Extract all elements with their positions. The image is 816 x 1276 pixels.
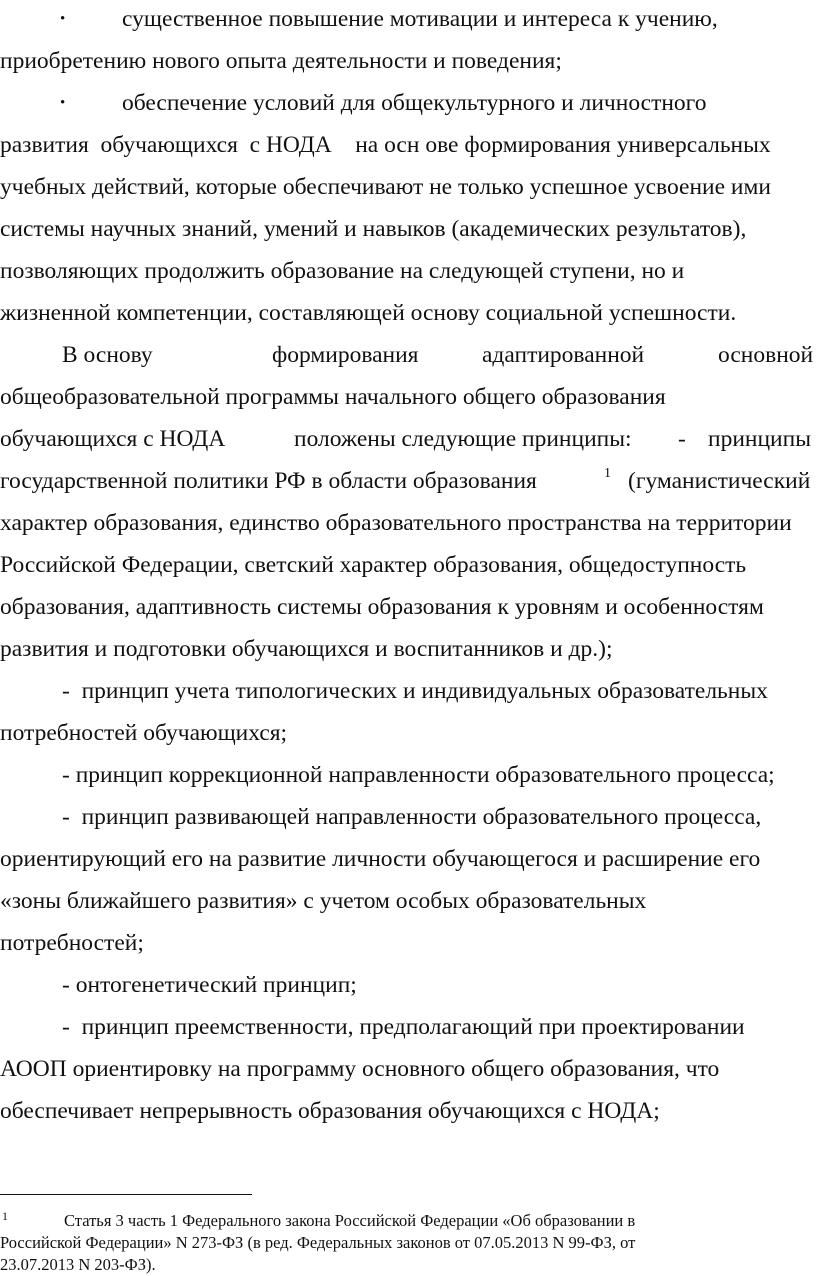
- bullet-marker: •: [60, 11, 66, 27]
- text-line: общеобразовательной программы начального общего образования: [0, 384, 666, 410]
- text-line: адаптированной: [482, 342, 645, 368]
- text-line: существенное повышение мотивации и интереса к учению,: [122, 6, 718, 32]
- footnote-number: 1: [2, 1209, 8, 1223]
- text-line: развития обучающихся с НОДА на осн ове формирования универсальных: [0, 132, 771, 158]
- text-line: - принцип преемственности, предполагающий при проектировании: [62, 1014, 745, 1040]
- text-line: ориентирующий его на развитие личности обучающегося и расширение его: [0, 846, 761, 872]
- text-line: образования, адаптивность системы образования к уровням и особенностям: [0, 594, 764, 620]
- text-line: обеспечение условий для общекультурного и личностного: [122, 90, 707, 116]
- text-line: основной: [718, 342, 814, 368]
- text-line: (гуманистический: [628, 468, 811, 494]
- text-line: формирования: [272, 342, 419, 368]
- footnote-line: Российской Федерации» N 273-ФЗ (в ред. Федеральных законов от 07.05.2013 N 99-ФЗ, от: [0, 1233, 636, 1252]
- text-line: потребностей;: [0, 930, 144, 956]
- text-line: приобретению нового опыта деятельности и поведения;: [0, 48, 562, 74]
- footnote-line: 23.07.2013 N 203-ФЗ).: [0, 1255, 156, 1274]
- text-line: -: [678, 426, 686, 452]
- text-line: учебных действий, которые обеспечивают не только успешное усвоение ими: [0, 174, 771, 200]
- text-line: Российской Федерации, светский характер образования, общедоступность: [0, 552, 747, 578]
- text-line: позволяющих продолжить образование на следующей ступени, но и: [0, 258, 685, 284]
- text-line: - принцип учета типологических и индивидуальных образовательных: [62, 678, 768, 704]
- text-line: принципы: [708, 426, 811, 452]
- footnote-reference[interactable]: 1: [604, 466, 611, 481]
- text-line: - онтогенетический принцип;: [62, 972, 357, 998]
- text-line: - принцип развивающей направленности образовательного процесса,: [62, 804, 762, 830]
- text-line: «зоны ближайшего развития» с учетом особых образовательных: [0, 888, 647, 914]
- text-line: обучающихся с НОДА: [0, 426, 226, 452]
- footnote-line: Статья 3 часть 1 Федерального закона Российской Федерации «Об образовании в: [64, 1211, 636, 1230]
- text-line: характер образования, единство образовательного пространства на территории: [0, 510, 792, 536]
- text-line: В основу: [62, 342, 153, 368]
- text-line: потребностей обучающихся;: [0, 720, 288, 746]
- text-line: АООП ориентировку на программу основного общего образования, что: [0, 1056, 720, 1082]
- bullet-marker: •: [60, 95, 66, 111]
- text-line: - принцип коррекционной направленности образовательного процесса;: [62, 762, 775, 788]
- footnote-separator: [0, 1194, 252, 1195]
- text-line: государственной политики РФ в области образования: [0, 468, 537, 494]
- text-line: положены следующие принципы:: [294, 426, 632, 452]
- text-line: развития и подготовки обучающихся и воспитанников и др.);: [0, 636, 613, 662]
- text-line: системы научных знаний, умений и навыков (академических результатов),: [0, 216, 747, 242]
- text-line: обеспечивает непрерывность образования обучающихся с НОДА;: [0, 1098, 660, 1124]
- text-line: жизненной компетенции, составляющей основу социальной успешности.: [0, 300, 737, 326]
